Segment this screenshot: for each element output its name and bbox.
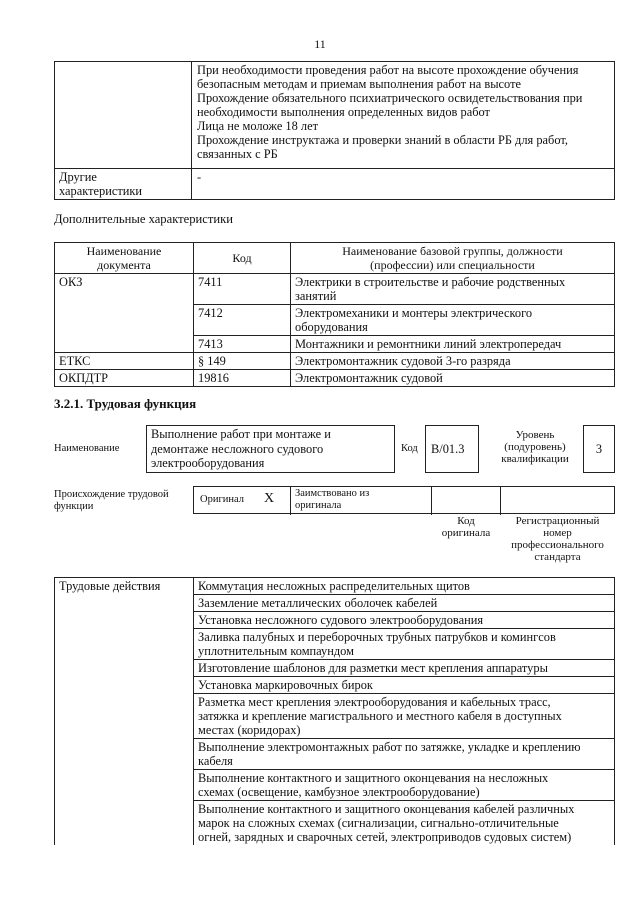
group-name-cell: Монтажники и ремонтники линий электропередач (291, 336, 615, 353)
registration-number-caption: Регистрационный номер профессионального стандарта (511, 515, 604, 563)
table-row (55, 370, 615, 387)
qualification-level-label: Уровень (подуровень) квалификации (501, 429, 569, 465)
action-item: Коммутация несложных распределительных щитов (194, 578, 615, 595)
okpdtr-cell: ОКПДТР (55, 370, 194, 387)
origin-label: Происхождение трудовой функции (54, 489, 169, 512)
action-item: Заземление металлических оболочек кабелей (194, 595, 615, 612)
etks-cell: ЕТКС (55, 353, 194, 370)
group-name-cell: Электромонтажник судовой (291, 370, 615, 387)
code-value-box: B/01.3 (425, 425, 479, 473)
additional-characteristics-table (54, 242, 615, 387)
group-name-cell: Электромеханики и монтеры электрического оборудования (291, 305, 615, 336)
other-characteristics-value: - (192, 169, 615, 200)
code-label: Код (401, 443, 418, 454)
header-group-name: Наименование базовой группы, должности (профессии) или специальности (291, 243, 615, 274)
origin-divider (290, 487, 291, 515)
group-name-cell: Электромонтажник судовой 3-го разряда (291, 353, 615, 370)
req-line: Лица не моложе 18 лет (197, 119, 319, 133)
table-row (55, 578, 615, 595)
requirements-cell (192, 62, 615, 169)
name-label: Наименование (54, 443, 120, 454)
labor-actions-label: Трудовые действия (55, 578, 194, 846)
other-characteristics-label: Другие характеристики (55, 169, 192, 200)
code-cell: 7412 (194, 305, 291, 336)
req-line: При необходимости проведения работ на высоте прохождение обучения (197, 63, 579, 77)
page-number: 11 (314, 37, 326, 51)
code-cell: 7413 (194, 336, 291, 353)
okz-cell: ОКЗ (55, 274, 194, 353)
action-item: Изготовление шаблонов для разметки мест крепления аппаратуры (194, 660, 615, 677)
req-line: Прохождение инструктажа и проверки знаний в области РБ для работ, (197, 133, 568, 147)
function-name-box: Выполнение работ при монтаже и демонтаже несложного судового электрооборудования (146, 425, 395, 473)
original-label: Оригинал (200, 494, 244, 505)
header-document: Наименование документа (55, 243, 194, 274)
table-row (55, 62, 615, 169)
req-line: связанных с РБ (197, 147, 278, 161)
code-cell: 19816 (194, 370, 291, 387)
group-name-cell: Электрики в строительстве и рабочие родственных занятий (291, 274, 615, 305)
additional-characteristics-title: Дополнительные характеристики (54, 212, 233, 226)
req-line: необходимости выполнения определенных видов работ (197, 105, 490, 119)
action-item: Выполнение контактного и защитного оконцевания на несложных схемах (освещение, камбузное электрооборудование) (194, 770, 615, 801)
req-line: Прохождение обязательного психиатрического освидетельствования при (197, 91, 583, 105)
table-row (55, 274, 615, 305)
table-row (55, 169, 615, 200)
action-item: Выполнение контактного и защитного оконцевания кабелей различных марок на сложных схемах (сигнализации, сигнально-отличительные огней, зарядных и сварочных сетей, электроприводов судовых систем) (194, 801, 615, 846)
code-cell: 7411 (194, 274, 291, 305)
origin-divider (500, 487, 501, 515)
table-row (55, 353, 615, 370)
table-header-row (55, 243, 615, 274)
action-item: Установка несложного судового электрооборудования (194, 612, 615, 629)
original-mark: X (264, 491, 275, 506)
action-item: Разметка мест крепления электрооборудования и кабельных трасс, затяжка и крепление магистрального и местного кабеля в доступных местах (коридорах) (194, 694, 615, 739)
labor-actions-table (54, 577, 615, 845)
action-item: Выполнение электромонтажных работ по затяжке, укладке и креплению кабеля (194, 739, 615, 770)
code-cell: § 149 (194, 353, 291, 370)
requirements-table (54, 61, 615, 200)
origin-divider (431, 487, 432, 515)
origin-boxes (193, 486, 615, 514)
action-item: Установка маркировочных бирок (194, 677, 615, 694)
qualification-level-box: 3 (583, 425, 615, 473)
section-heading: 3.2.1. Трудовая функция (54, 396, 197, 411)
action-item: Заливка палубных и переборочных трубных патрубков и комингсов уплотнительным компаундом (194, 629, 615, 660)
header-code: Код (194, 243, 291, 274)
req-line: безопасным методам и приемам выполнения работ на высоте (197, 77, 521, 91)
borrowed-label: Заимствовано из оригинала (295, 488, 370, 511)
code-original-caption: Код оригинала (441, 515, 491, 539)
